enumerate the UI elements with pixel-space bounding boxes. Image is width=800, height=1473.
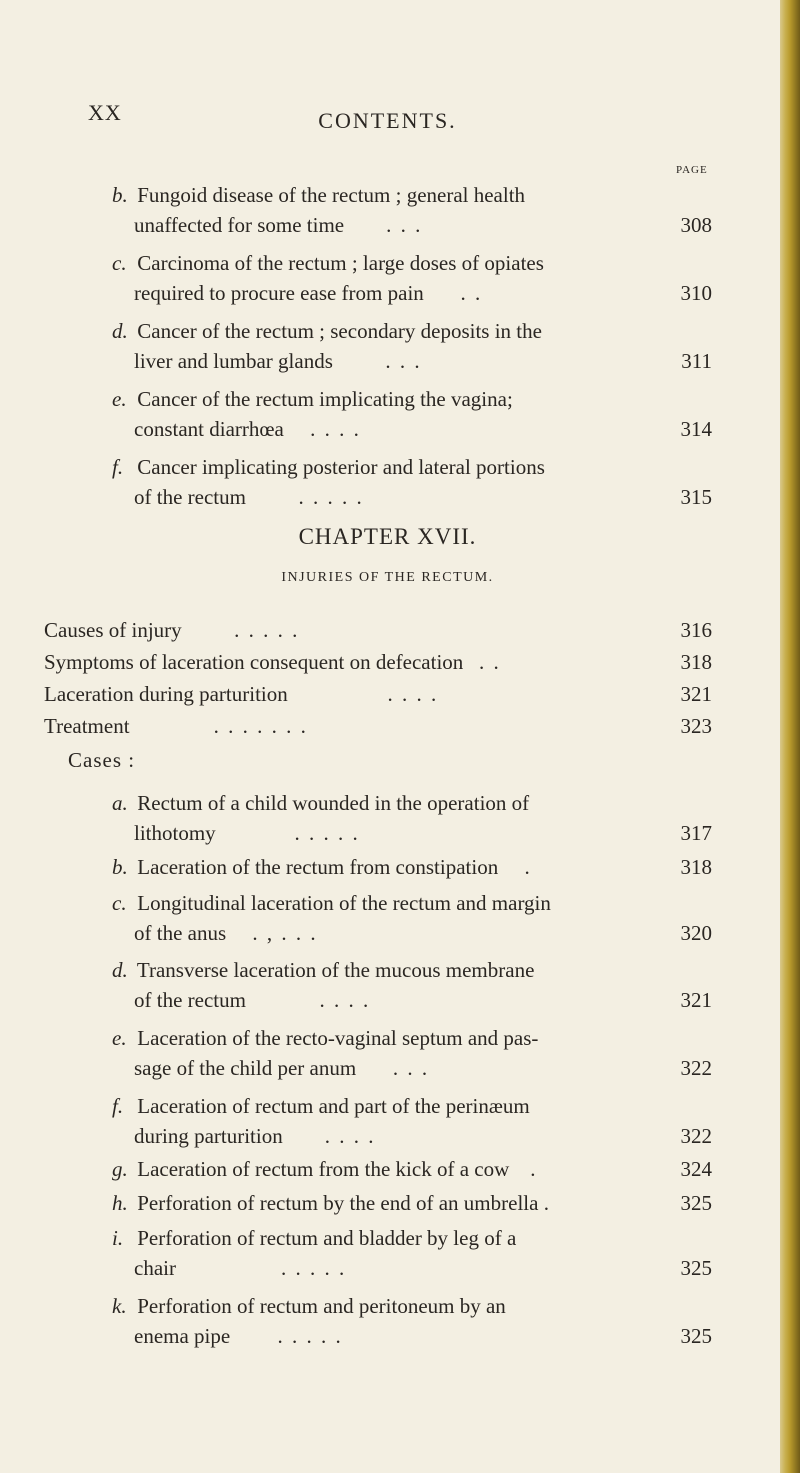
- toc-entry: [44, 679, 438, 709]
- toc-entry: [44, 615, 299, 645]
- list-item: [112, 384, 513, 444]
- case-text: Perforation of rectum and peritoneum by an: [137, 1294, 506, 1318]
- leader-dots: . . . .: [387, 682, 439, 706]
- page-ref: 321: [680, 988, 712, 1012]
- list-item: [112, 852, 532, 882]
- page-ref: 318: [680, 650, 712, 674]
- case-letter: b.: [112, 855, 128, 879]
- list-item: [112, 955, 534, 1015]
- toc-entry: [44, 647, 501, 677]
- leader-dots: . .: [460, 281, 483, 305]
- page-ref: 325: [680, 1324, 712, 1348]
- case-letter: b.: [112, 183, 128, 207]
- list-item: [112, 316, 542, 376]
- page-ref: 314: [680, 417, 712, 441]
- case-text: of the anus: [134, 921, 227, 945]
- case-text: Laceration of rectum and part of the perinæum: [137, 1094, 530, 1118]
- page-column-label: PAGE: [676, 164, 708, 176]
- case-text: Longitudinal laceration of the rectum and margin: [137, 891, 551, 915]
- running-head: CONTENTS.: [318, 108, 457, 133]
- list-item: [112, 1154, 538, 1184]
- case-text: chair: [134, 1256, 176, 1280]
- case-text: Laceration of rectum from the kick of a cow: [137, 1157, 510, 1181]
- leader-dots: .: [543, 1191, 551, 1215]
- leader-dots: . . . . .: [294, 821, 360, 845]
- case-text: Cancer of the rectum implicating the vagina;: [137, 387, 513, 411]
- case-text: of the rectum: [134, 485, 246, 509]
- leader-dots: . , . . .: [252, 921, 318, 945]
- list-item: [112, 180, 525, 240]
- chapter-title: CHAPTER XVII.: [298, 524, 477, 549]
- page-ref: 321: [680, 682, 712, 706]
- case-text: Laceration of the rectum from constipation: [137, 855, 499, 879]
- case-letter: g.: [112, 1157, 128, 1181]
- case-text: unaffected for some time: [134, 213, 345, 237]
- list-item: [112, 788, 529, 848]
- case-letter: c.: [112, 251, 127, 275]
- case-text: Rectum of a child wounded in the operation of: [137, 791, 530, 815]
- case-text: sage of the child per anum: [134, 1056, 357, 1080]
- leader-dots: . .: [479, 650, 501, 674]
- toc-entry-text: Laceration during parturition: [44, 682, 288, 706]
- page-number: XX: [88, 100, 122, 125]
- page-ref: 325: [680, 1256, 712, 1280]
- case-text: Laceration of the recto-vaginal septum and pas-: [137, 1026, 539, 1050]
- leader-dots: .: [530, 1157, 538, 1181]
- leader-dots: . . . . .: [234, 618, 300, 642]
- toc-entry-text: Causes of injury: [44, 618, 182, 642]
- page-ref: 325: [680, 1191, 712, 1215]
- list-item: [112, 452, 545, 512]
- case-letter: f.: [112, 455, 124, 479]
- case-text: constant diarrhœa: [134, 417, 284, 441]
- case-letter: e.: [112, 1026, 127, 1050]
- leader-dots: .: [524, 855, 532, 879]
- case-text: during parturition: [134, 1124, 283, 1148]
- page-ref: 320: [680, 921, 712, 945]
- chapter-subtitle: INJURIES OF THE RECTUM.: [281, 570, 494, 585]
- case-letter: k.: [112, 1294, 127, 1318]
- list-item: [112, 1223, 516, 1283]
- case-letter: c.: [112, 891, 127, 915]
- leader-dots: . . . . .: [280, 1256, 347, 1280]
- case-text: Cancer implicating posterior and lateral portions: [137, 455, 545, 479]
- leader-dots: . . . .: [324, 1124, 376, 1148]
- leader-dots: . . . . . . .: [213, 714, 308, 738]
- book-spine-edge: [780, 0, 800, 1473]
- cases-label: Cases :: [68, 748, 136, 772]
- list-item: [112, 1291, 506, 1351]
- case-text: Transverse laceration of the mucous membrane: [136, 958, 535, 982]
- page-ref: 317: [680, 821, 712, 845]
- case-letter: e.: [112, 387, 127, 411]
- list-item: [112, 1091, 530, 1151]
- case-text: enema pipe: [134, 1324, 231, 1348]
- page-ref: 322: [680, 1056, 712, 1080]
- case-text: liver and lumbar glands: [134, 349, 333, 373]
- case-text: Cancer of the rectum ; secondary deposits in the: [137, 319, 542, 343]
- case-text: Perforation of rectum and bladder by leg of a: [137, 1226, 517, 1250]
- case-text: Perforation of rectum by the end of an umbrella: [137, 1191, 539, 1215]
- page-ref: 322: [680, 1124, 712, 1148]
- page-ref: 310: [680, 281, 712, 305]
- list-item: [112, 888, 551, 948]
- leader-dots: . . . . .: [298, 485, 364, 509]
- list-item: [112, 1023, 538, 1083]
- page-ref: 318: [680, 855, 712, 879]
- leader-dots: . . . . .: [277, 1324, 343, 1348]
- leader-dots: . . .: [385, 349, 422, 373]
- leader-dots: . . . .: [319, 988, 371, 1012]
- case-text: lithotomy: [134, 821, 216, 845]
- leader-dots: . . . .: [310, 417, 361, 441]
- page-ref: 324: [680, 1157, 712, 1181]
- case-letter: d.: [112, 319, 128, 343]
- case-text: required to procure ease from pain: [134, 281, 424, 305]
- case-letter: a.: [112, 791, 128, 815]
- case-text: Carcinoma of the rectum ; large doses of opiates: [137, 251, 544, 275]
- list-item: [112, 1188, 551, 1218]
- page-ref: 315: [680, 485, 712, 509]
- page-ref: 323: [680, 714, 712, 738]
- case-letter: h.: [112, 1191, 128, 1215]
- case-text: Fungoid disease of the rectum ; general health: [137, 183, 526, 207]
- case-letter: i.: [112, 1226, 124, 1250]
- page-ref: 316: [680, 618, 712, 642]
- case-letter: f.: [112, 1094, 124, 1118]
- page-ref: 308: [680, 213, 712, 237]
- page-ref: 311: [681, 349, 712, 373]
- leader-dots: . . .: [386, 213, 423, 237]
- toc-entry-text: Treatment: [44, 714, 130, 738]
- case-text: of the rectum: [134, 988, 246, 1012]
- list-item: [112, 248, 544, 308]
- leader-dots: . . .: [392, 1056, 430, 1080]
- toc-entry: [44, 711, 308, 741]
- case-letter: d.: [112, 958, 128, 982]
- toc-entry-text: Symptoms of laceration consequent on defecation: [44, 650, 464, 674]
